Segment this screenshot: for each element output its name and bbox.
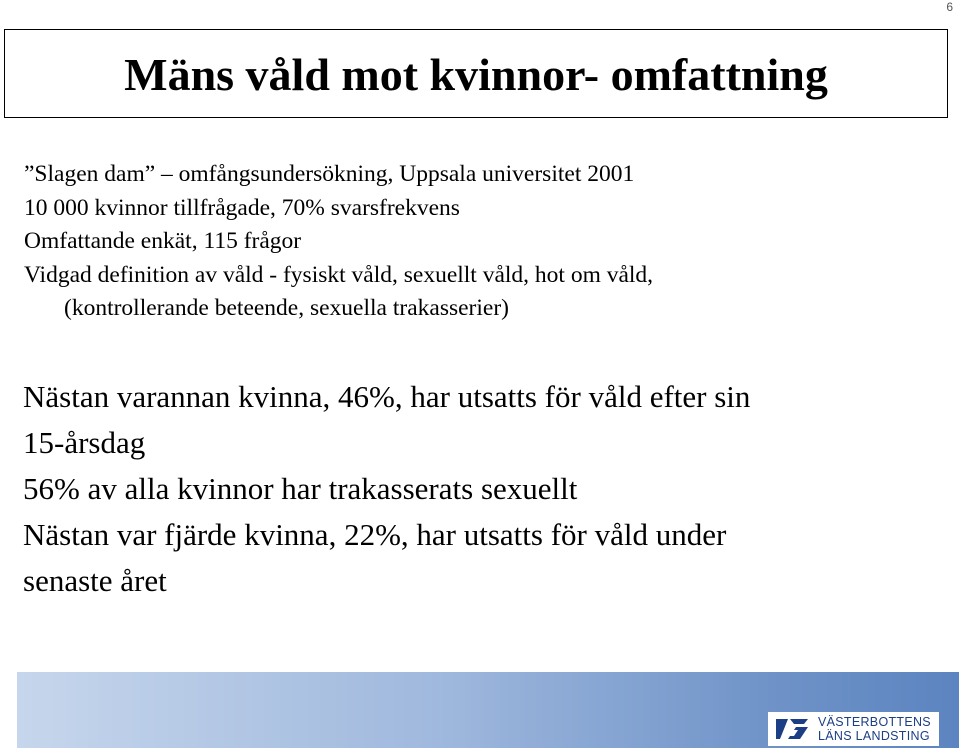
logo-line-1: VÄSTERBOTTENS xyxy=(818,715,931,729)
page-number: 6 xyxy=(946,0,953,14)
intro-list xyxy=(24,158,944,326)
intro-line: Vidgad definition av våld - fysiskt våld, sexuellt våld, hot om våld, xyxy=(24,261,654,288)
finding-line: 15-årsdag xyxy=(23,425,146,460)
finding-line: Nästan var fjärde kvinna, 22%, har utsatts för våld under xyxy=(23,517,727,552)
finding-line: senaste året xyxy=(23,563,167,598)
page-title: Mäns våld mot kvinnor- omfattning xyxy=(124,49,828,100)
finding-line: Nästan varannan kvinna, 46%, har utsatts för våld efter sin xyxy=(23,379,751,414)
finding-line: 56% av alla kvinnor har trakasserats sexuellt xyxy=(23,471,578,506)
landsting-logo-icon xyxy=(774,715,810,743)
findings-list xyxy=(23,374,943,604)
intro-line: Omfattande enkät, 115 frågor xyxy=(24,228,302,254)
intro-line: ”Slagen dam” – omfångsundersökning, Uppsala universitet 2001 xyxy=(24,161,635,187)
title-box xyxy=(4,29,948,118)
logo-line-2: LÄNS LANDSTING xyxy=(818,729,930,743)
intro-line: 10 000 kvinnor tillfrågade, 70% svarsfrekvens xyxy=(24,194,460,221)
logo-text xyxy=(818,715,931,743)
intro-line-continuation: (kontrollerande beteende, sexuella trakasserier) xyxy=(64,295,509,321)
landsting-logo xyxy=(768,712,939,746)
